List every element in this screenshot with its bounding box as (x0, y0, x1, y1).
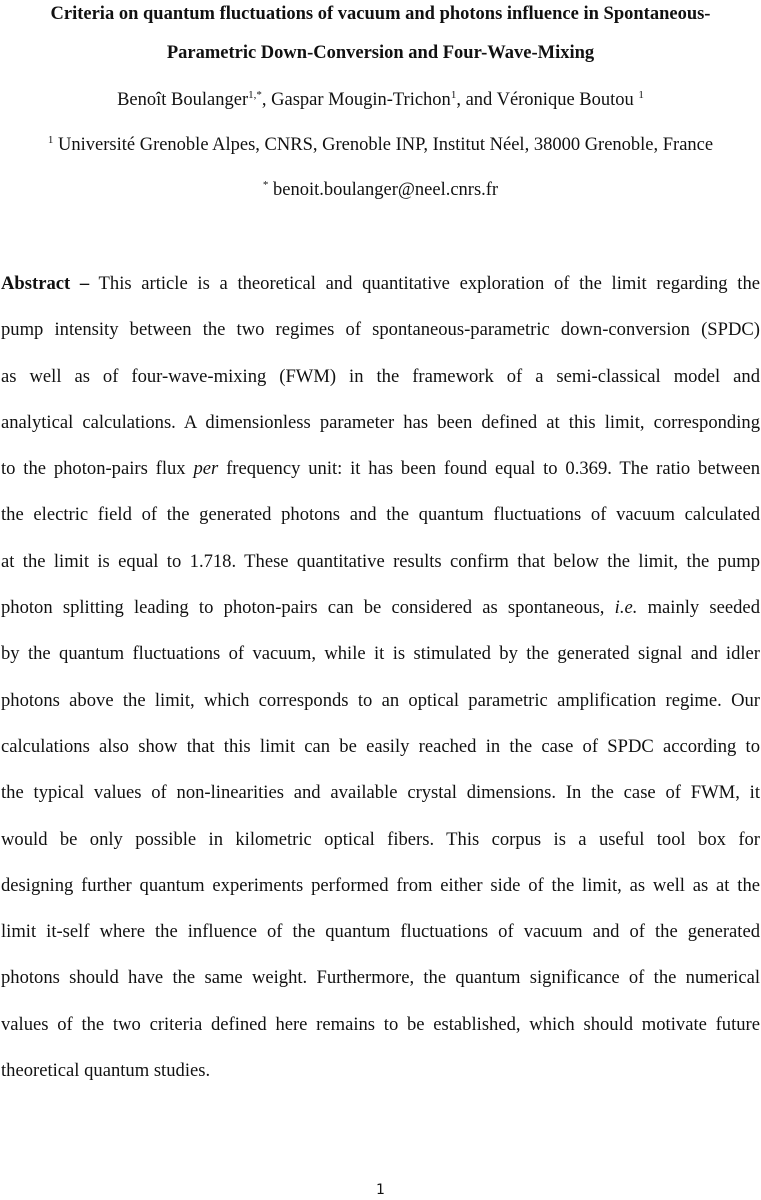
author-affiliation-marker: 1 (450, 88, 457, 101)
author-name: Gaspar Mougin-Trichon (271, 90, 451, 110)
abstract-text: the electric field of the generated photons and the quantum fluctuations of vacuum calculated (1, 504, 760, 526)
email-marker: * (262, 178, 269, 191)
abstract-line (1, 689, 760, 735)
abstract (1, 272, 760, 1105)
title-line-2: Parametric Down-Conversion and Four-Wave-Mixing (166, 43, 595, 63)
abstract-line (1, 642, 760, 688)
abstract-line (1, 1013, 760, 1059)
author-name: Benoît Boulanger (117, 90, 249, 110)
abstract-line (1, 318, 760, 364)
abstract-line (1, 272, 760, 318)
abstract-text: photon splitting leading to photon-pairs can be considered as spontaneous, (1, 597, 615, 619)
abstract-text: values of the two criteria defined here remains to be established, which should motivate future (1, 1013, 760, 1035)
abstract-line (1, 920, 760, 966)
author-separator: , (261, 90, 272, 110)
abstract-text: at the limit is equal to 1.718. These quantitative results confirm that below the limit, the pump (1, 550, 760, 572)
abstract-line (1, 457, 760, 503)
abstract-text: designing further quantum experiments performed from either side of the limit, as well as at the (1, 874, 760, 896)
abstract-text: by the quantum fluctuations of vacuum, while it is stimulated by the generated signal and idler (1, 643, 760, 665)
abstract-italic-term: per (193, 458, 219, 480)
page-number: 1 (376, 1182, 385, 1198)
abstract-line (1, 781, 760, 827)
abstract-text: limit it-self where the influence of the quantum fluctuations of vacuum and of the generated (1, 921, 760, 943)
author-name: Véronique Boutou (496, 90, 639, 110)
abstract-line (1, 966, 760, 1012)
affiliation-text: Université Grenoble Alpes, CNRS, Grenoble INP, Institut Néel, 38000 Grenoble, France (53, 135, 714, 155)
abstract-line (1, 828, 760, 874)
affiliation-marker: 1 (47, 133, 54, 146)
author-affiliation-marker: 1 (638, 88, 644, 101)
abstract-line (1, 550, 760, 596)
author-separator: , and (456, 90, 497, 110)
abstract-line (1, 735, 760, 781)
abstract-line (1, 411, 760, 457)
email-text[interactable]: benoit.boulanger@neel.cnrs.fr (268, 180, 499, 200)
abstract-text: theoretical quantum studies. (1, 1060, 211, 1082)
abstract-text: analytical calculations. A dimensionless parameter has been defined at this limit, corresponding (1, 411, 760, 433)
author-affiliation-marker: 1,* (248, 88, 262, 101)
corresponding-email (0, 179, 761, 201)
abstract-text: to the photon-pairs flux (1, 458, 194, 480)
abstract-text: photons above the limit, which corresponds to an optical parametric amplification regime. Our (1, 689, 760, 711)
abstract-text: calculations also show that this limit can be easily reached in the case of SPDC according to (1, 735, 760, 757)
abstract-line (1, 1059, 760, 1105)
abstract-text: photons should have the same weight. Furthermore, the quantum significance of the numerical (1, 967, 760, 989)
abstract-heading: Abstract – (1, 273, 90, 294)
abstract-text: This article is a theoretical and quantitative exploration of the limit regarding the (89, 273, 760, 294)
title-line-1: Criteria on quantum fluctuations of vacuum and photons influence in Spontaneous- (50, 4, 711, 24)
abstract-text: pump intensity between the two regimes of spontaneous-parametric down-conversion (SPDC) (1, 319, 760, 341)
abstract-text: would be only possible in kilometric optical fibers. This corpus is a useful tool box for (1, 828, 760, 850)
abstract-line (1, 365, 760, 411)
abstract-line (1, 596, 760, 642)
abstract-line (1, 874, 760, 920)
abstract-line (1, 503, 760, 549)
affiliation (0, 134, 761, 156)
abstract-italic-term: i.e. (614, 597, 638, 619)
abstract-text: frequency unit: it has been found equal to 0.369. The ratio between (218, 458, 760, 480)
author-list (0, 89, 761, 111)
abstract-text: the typical values of non-linearities and available crystal dimensions. In the case of FWM, it (1, 782, 760, 804)
abstract-text: as well as of four-wave-mixing (FWM) in the framework of a semi-classical model and (1, 365, 760, 387)
abstract-text: mainly seeded (637, 597, 760, 619)
